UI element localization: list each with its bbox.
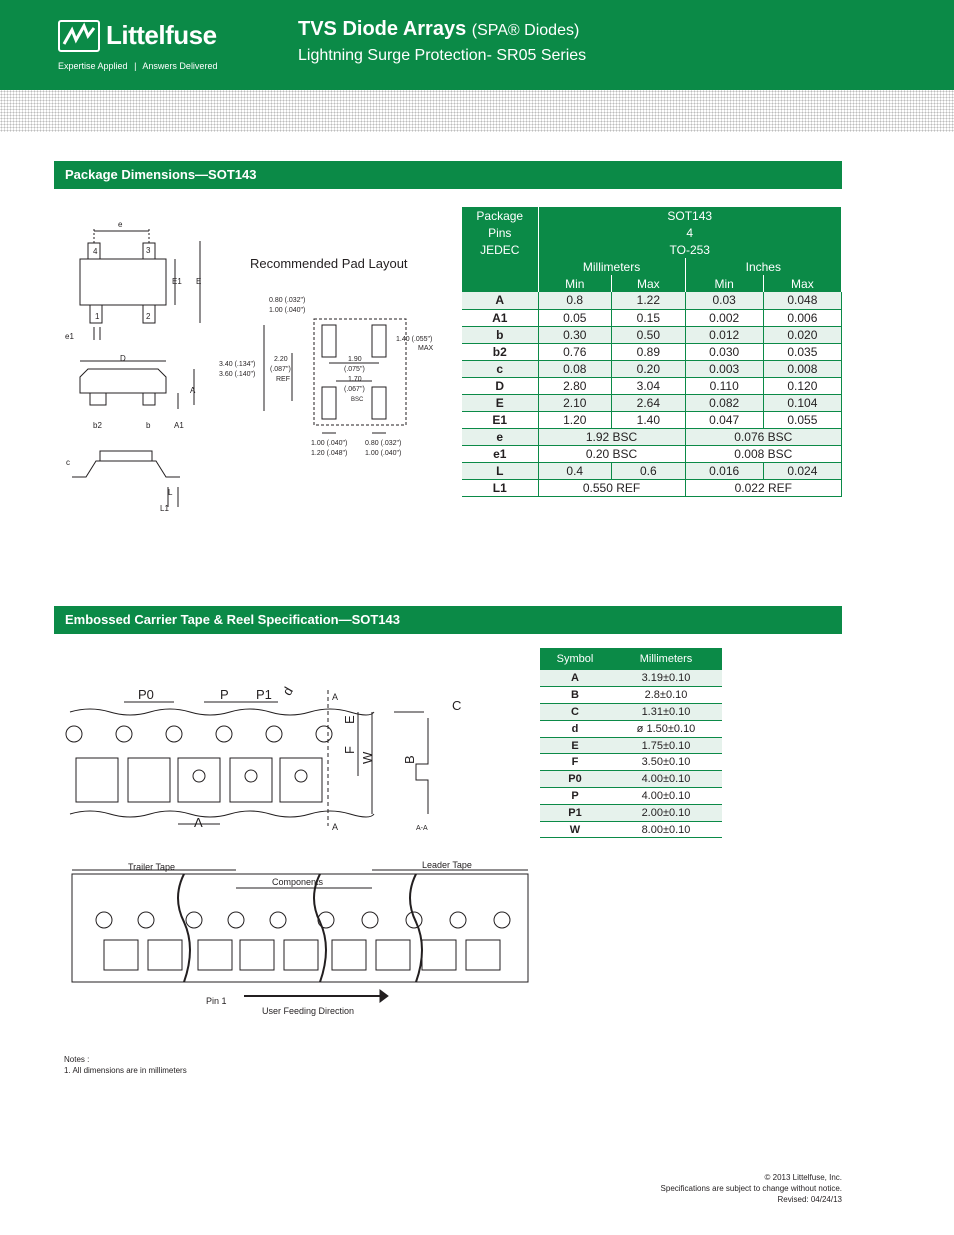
table-cell: d [540,720,610,737]
svg-text:A: A [332,822,339,832]
svg-text:c: c [66,458,70,467]
table-cell: 1.31±0.10 [610,704,722,721]
svg-text:B: B [402,755,417,764]
svg-text:3: 3 [146,246,151,255]
page-title [298,18,579,41]
tagline-right: Answers Delivered [142,61,218,71]
package-label: Package [462,207,538,224]
table-row [462,411,842,428]
svg-text:4: 4 [93,247,98,256]
jedec-value: TO-253 [538,241,842,258]
table-cell: 0.15 [612,309,686,326]
table-cell: 0.048 [763,292,841,309]
components-label: Components [272,877,324,887]
littelfuse-logo-icon [58,20,100,52]
brand-name: Littelfuse [106,20,217,50]
package-dimension-drawing [60,215,450,515]
notes [64,1054,187,1076]
page-title-main: TVS Diode Arrays [298,18,467,40]
table-row [540,720,722,737]
table-cell: 3.04 [612,377,686,394]
table-cell: 0.4 [538,462,612,479]
svg-text:d: d [279,684,296,698]
table-cell: 0.030 [685,343,763,360]
table-cell: 0.550 REF [538,479,685,496]
table-cell: 1.22 [612,292,686,309]
svg-text:E: E [196,277,202,286]
svg-text:REF: REF [276,376,290,383]
svg-text:3.60 (.140"): 3.60 (.140") [219,371,256,378]
feeding-direction-label: User Feeding Direction [262,1006,355,1016]
jedec-label: JEDEC [462,241,538,258]
svg-text:1.00 (.040"): 1.00 (.040") [269,307,306,314]
svg-text:1.70: 1.70 [348,376,362,383]
tape-reel-table [540,648,722,838]
table-cell: 1.20 [538,411,612,428]
table-cell: 4.00±0.10 [610,771,722,788]
copyright: © 2013 Littelfuse, Inc. [764,1173,842,1182]
table-cell: P1 [540,804,610,821]
svg-text:1.20 (.048"): 1.20 (.048") [311,450,348,457]
svg-text:P0: P0 [138,687,154,702]
svg-text:A: A [332,692,339,702]
table-cell: 0.035 [763,343,841,360]
svg-text:E: E [342,715,357,724]
table-cell: 0.20 BSC [538,445,685,462]
table-cell: 0.002 [685,309,763,326]
svg-text:b: b [146,421,151,430]
svg-text:(.075"): (.075") [344,366,365,373]
table-row [540,754,722,771]
table-cell: 0.03 [685,292,763,309]
table-row [540,670,722,687]
svg-text:(.067"): (.067") [344,386,365,393]
table-cell: 0.006 [763,309,841,326]
package-dimensions-rows [462,292,842,496]
mm-min-header: Min [538,275,612,292]
table-cell: 0.6 [612,462,686,479]
table-row [462,462,842,479]
table-cell: C [540,704,610,721]
table-cell: L1 [462,479,538,496]
tape-reel-rows [540,670,722,838]
table-cell: E [540,737,610,754]
table-row [462,360,842,377]
svg-text:1.90: 1.90 [348,356,362,363]
svg-text:b2: b2 [93,421,102,430]
table-cell: 3.50±0.10 [610,754,722,771]
inches-header: Inches [685,258,841,275]
svg-text:L: L [168,488,173,497]
table-cell: 0.076 BSC [685,428,841,445]
table-cell: b [462,326,538,343]
svg-text:P1: P1 [256,687,272,702]
svg-text:P: P [220,687,229,702]
footer [661,1172,842,1205]
leader-tape-label: Leader Tape [422,860,472,870]
svg-text:F: F [342,746,357,754]
table-cell: 0.110 [685,377,763,394]
table-cell: e1 [462,445,538,462]
tagline: Expertise Applied | Answers Delivered [58,61,218,71]
trailer-tape-label: Trailer Tape [128,862,176,872]
table-cell: 2.8±0.10 [610,687,722,704]
svg-text:3.40 (.134"): 3.40 (.134") [219,361,256,368]
svg-text:e1: e1 [65,332,74,341]
svg-text:L1: L1 [160,504,169,513]
table-cell: 0.50 [612,326,686,343]
symbol-header: Symbol [540,648,610,670]
table-cell: 0.8 [538,292,612,309]
svg-text:e: e [118,220,123,229]
svg-text:0.80 (.032"): 0.80 (.032") [269,297,306,304]
table-cell: 1.92 BSC [538,428,685,445]
pins-label: Pins [462,224,538,241]
svg-text:BSC: BSC [351,397,364,403]
disclaimer: Specifications are subject to change without notice. [660,1184,842,1193]
table-cell: P0 [540,771,610,788]
section-title-package-dimensions: Package Dimensions—SOT143 [54,161,842,189]
table-cell: 4.00±0.10 [610,788,722,805]
svg-text:1.40 (.055"): 1.40 (.055") [396,336,433,343]
table-cell: 2.80 [538,377,612,394]
table-cell: L [462,462,538,479]
table-cell: P [540,788,610,805]
reel-direction-drawing [60,858,540,1028]
table-cell: 0.012 [685,326,763,343]
pin1-label: Pin 1 [206,996,227,1006]
in-min-header: Min [685,275,763,292]
millimeters-header: Millimeters [610,648,722,670]
table-cell: 0.76 [538,343,612,360]
svg-text:(.087"): (.087") [270,366,291,373]
notes-heading: Notes : [64,1055,90,1064]
table-cell: 1.40 [612,411,686,428]
dot-pattern-band [0,90,954,132]
svg-text:A: A [190,386,196,395]
table-row [462,343,842,360]
table-row [462,292,842,309]
table-row [462,326,842,343]
package-dimensions-table [462,207,842,497]
table-cell: 0.022 REF [685,479,841,496]
table-cell: b2 [462,343,538,360]
table-cell: 0.20 [612,360,686,377]
svg-text:A1: A1 [174,421,184,430]
svg-text:1.00 (.040"): 1.00 (.040") [311,440,348,447]
carrier-tape-drawing [60,680,480,840]
svg-text:A: A [194,815,203,830]
page-subtitle: Lightning Surge Protection- SR05 Series [298,47,587,64]
svg-text:W: W [360,751,375,764]
table-cell: 0.082 [685,394,763,411]
table-cell: 0.104 [763,394,841,411]
table-cell: F [540,754,610,771]
table-cell: 2.64 [612,394,686,411]
svg-text:2: 2 [146,312,151,321]
svg-text:E1: E1 [172,277,182,286]
table-row [462,394,842,411]
pins-value: 4 [538,224,842,241]
revised-date: Revised: 04/24/13 [777,1195,842,1204]
page-title-suffix: (SPA® Diodes) [471,22,580,39]
table-cell: D [462,377,538,394]
svg-text:Recommended Pad Layout: Recommended Pad Layout [250,256,408,271]
table-row [462,428,842,445]
table-row [462,377,842,394]
table-cell: 8.00±0.10 [610,821,722,838]
svg-text:MAX: MAX [418,345,434,352]
mm-max-header: Max [612,275,686,292]
table-cell: 1.75±0.10 [610,737,722,754]
table-cell: 0.003 [685,360,763,377]
table-cell: ø 1.50±0.10 [610,720,722,737]
table-cell: 0.020 [763,326,841,343]
table-row [540,704,722,721]
page-header [0,0,954,90]
in-max-header: Max [763,275,841,292]
table-cell: 0.055 [763,411,841,428]
svg-text:C: C [452,698,462,713]
table-cell: B [540,687,610,704]
table-row [540,788,722,805]
table-row [540,821,722,838]
table-row [462,479,842,496]
table-cell: A1 [462,309,538,326]
table-row [540,771,722,788]
table-cell: 0.08 [538,360,612,377]
table-cell: 0.016 [685,462,763,479]
table-cell: 0.008 BSC [685,445,841,462]
millimeters-header: Millimeters [538,258,685,275]
package-value: SOT143 [538,207,842,224]
table-cell: e [462,428,538,445]
table-row [462,445,842,462]
table-cell: E1 [462,411,538,428]
tagline-left: Expertise Applied [58,61,128,71]
svg-text:1: 1 [95,312,100,321]
table-cell: 0.30 [538,326,612,343]
note-item: 1. All dimensions are in millimeters [64,1066,187,1075]
svg-text:1.00 (.040"): 1.00 (.040") [365,450,402,457]
table-cell: W [540,821,610,838]
table-cell: 0.05 [538,309,612,326]
svg-text:0.80 (.032"): 0.80 (.032") [365,440,402,447]
table-cell: 3.19±0.10 [610,670,722,687]
table-cell: 0.047 [685,411,763,428]
table-cell: 2.10 [538,394,612,411]
table-cell: 0.89 [612,343,686,360]
svg-text:D: D [120,354,126,363]
table-cell: A [462,292,538,309]
table-cell: 0.120 [763,377,841,394]
table-row [540,687,722,704]
section-title-tape-reel: Embossed Carrier Tape & Reel Specification—SOT143 [54,606,842,634]
svg-text:A-A: A-A [416,825,428,832]
table-cell: A [540,670,610,687]
table-row [540,737,722,754]
table-cell: 0.024 [763,462,841,479]
table-cell: 2.00±0.10 [610,804,722,821]
table-cell: 0.008 [763,360,841,377]
table-row [540,804,722,821]
table-cell: E [462,394,538,411]
svg-text:2.20: 2.20 [274,356,288,363]
table-row [462,309,842,326]
table-cell: c [462,360,538,377]
